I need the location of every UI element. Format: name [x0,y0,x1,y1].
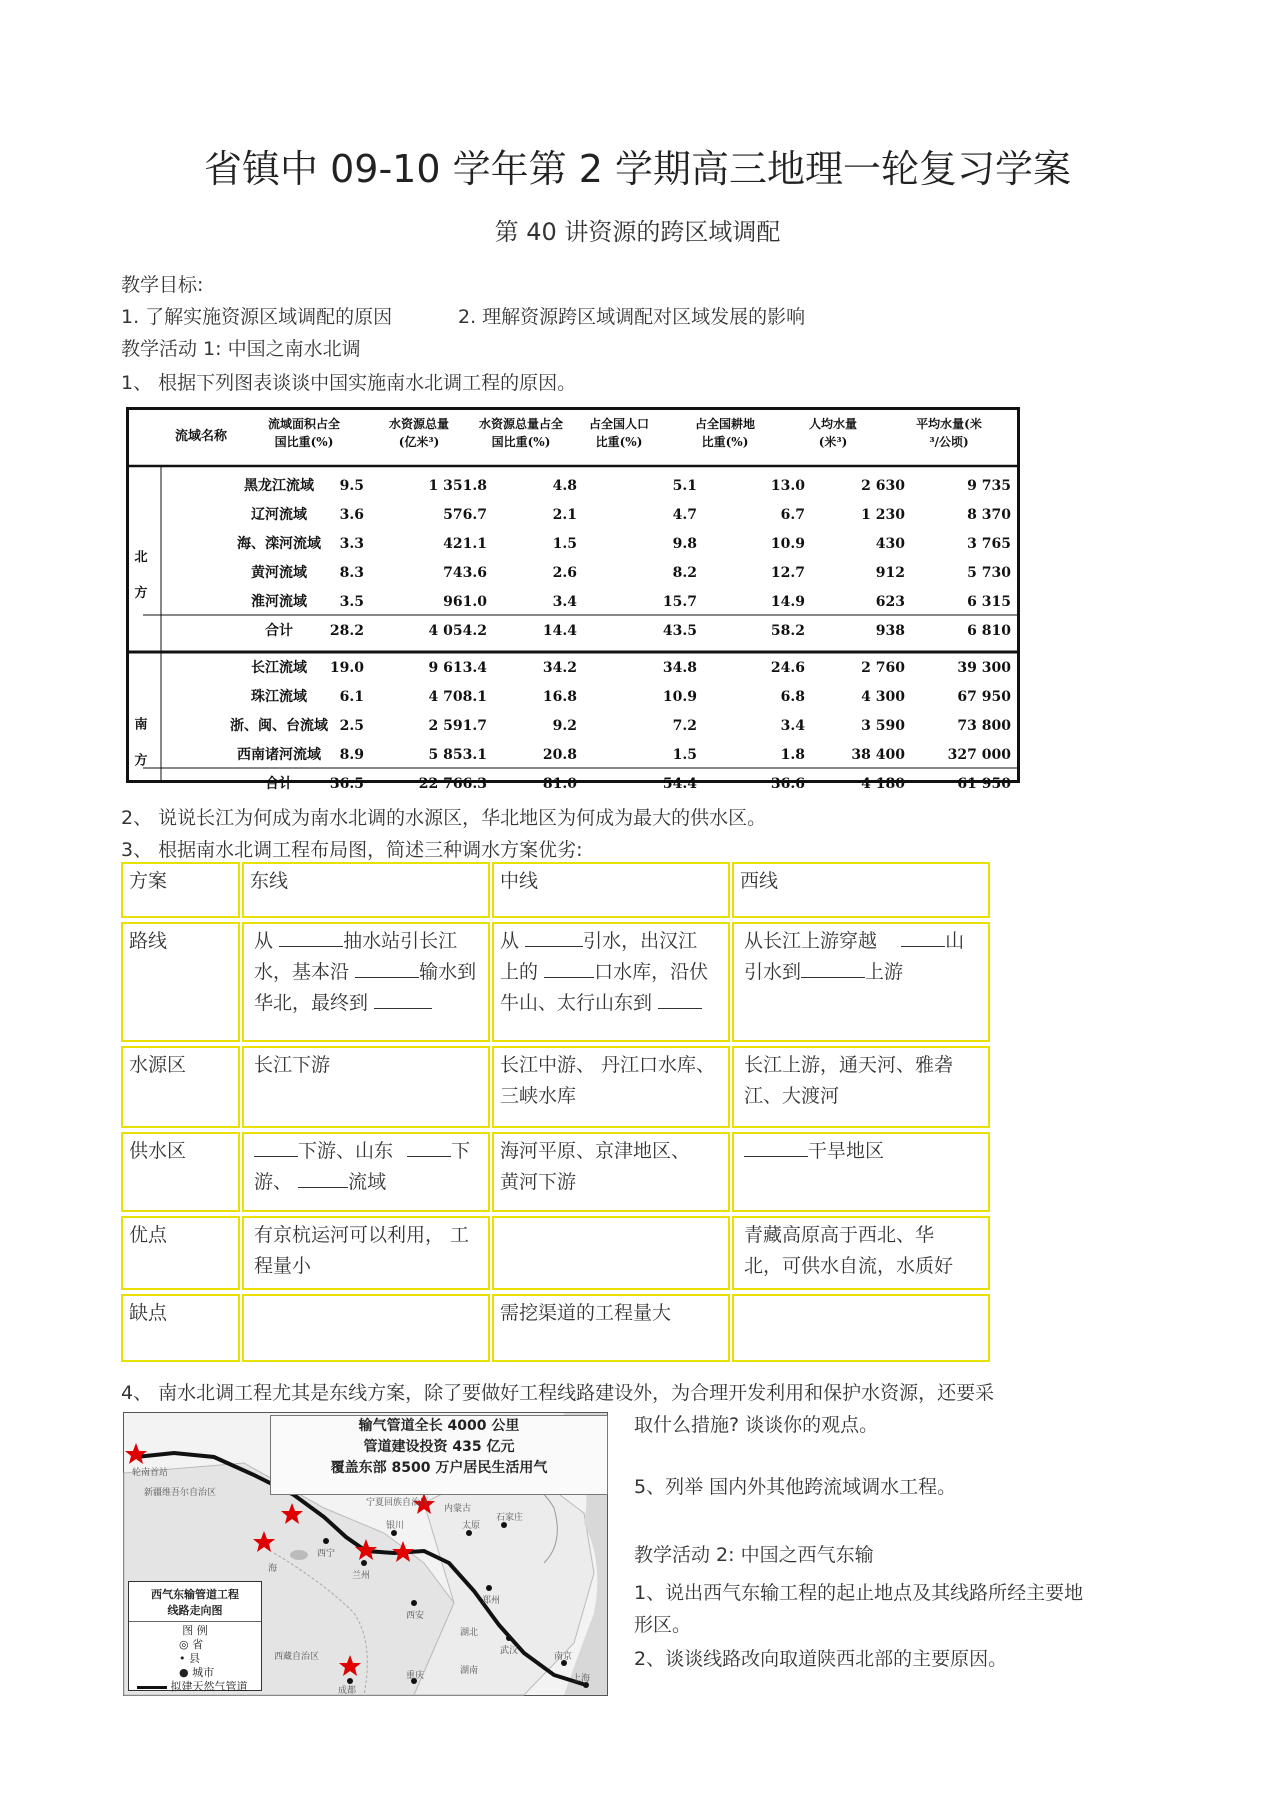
blank-field[interactable] [901,928,945,947]
row-label-merit: 优点 [121,1216,240,1290]
legend-item [179,1666,261,1680]
table-cell: 19.0 [329,660,364,676]
map-legend [128,1581,262,1691]
table-cell: 39 300 [957,660,1011,676]
route-middle-text: 从 [500,930,520,952]
table-cell: 9.8 [672,536,697,552]
map-label: 成都 [338,1686,357,1696]
supply-middle-text: 海河平原、京津地区、 [500,1140,691,1162]
merit-east [242,1216,490,1290]
route-east-text: 华北，最终到 [254,992,369,1014]
city-dot [323,1538,329,1544]
table-cell: 576.7 [443,507,487,523]
table-cell: 3.5 [339,594,364,610]
table-cell: 2.6 [552,565,577,581]
basin-name: 西南诸河流域 [237,747,321,763]
legend-title: 线路走向图 [167,1604,223,1617]
table-cell: 13.0 [770,478,805,494]
city-dot [486,1585,492,1591]
info-line: 覆盖东部 8500 万户居民生活用气 [330,1460,548,1476]
map-label: 石家庄 [496,1513,524,1523]
route-middle-text: 引水，出汉江 [583,930,698,952]
table-cell: 20.8 [542,747,577,763]
map-label: 内蒙古 [444,1504,472,1514]
table-cell: 8.9 [339,747,364,763]
legend-item [179,1652,261,1666]
table-cell: 12.7 [770,565,805,581]
table-cell: 3.4 [780,718,805,734]
table-header: 比重(%) [701,435,749,449]
table-cell: 5 853.1 [428,747,487,763]
route-middle-text: 牛山、太行山东到 [500,992,653,1014]
blank-field[interactable] [355,959,419,978]
header-east: 东线 [242,862,490,918]
legend-item-label: 城市 [192,1666,215,1679]
table-cell: 961.0 [443,594,487,610]
table-header: 水资源总量 [388,417,450,431]
map-label: 兰州 [352,1571,371,1581]
table-cell: 1.5 [552,536,577,552]
route-east-text: 输水到 [419,961,477,983]
table-cell: 1.8 [780,747,805,763]
activity-2-q1: 1、说出西气东输工程的起止地点及其线路所经主要地 [634,1582,1084,1604]
question-4: 4、 南水北调工程尤其是东线方案，除了要做好工程线路建设外，为合理开发利用和保护水资源，还要采 [121,1382,995,1404]
table-cell: 2 630 [861,478,905,494]
map-label: 西安 [406,1611,425,1621]
merit-west [732,1216,990,1290]
table-cell: 7.2 [672,718,697,734]
table-cell: 16.8 [542,689,577,705]
supply-east-text: 下 [451,1140,471,1162]
page-title: 省镇中 09-10 学年第 2 学期高三地理一轮复习学案 [204,147,1071,191]
supply-middle [492,1132,730,1212]
header-middle: 中线 [492,862,730,918]
map-label: 武汉 [500,1646,519,1656]
map-label: 湖北 [460,1628,479,1638]
basin-name: 海、滦河流域 [237,536,321,552]
table-cell: 54.4 [662,776,697,792]
activity-2-heading: 教学活动 2: 中国之西气东输 [634,1544,874,1566]
merit-west-text: 北，可供水自流，水质好 [744,1255,954,1277]
source-middle-text: 长江中游、 丹江口水库、 [500,1054,716,1076]
legend-item [129,1680,261,1694]
route-west-text: 山 [945,930,965,952]
basin-name: 黄河流域 [251,565,307,581]
pipeline-info-box [270,1415,608,1495]
table-cell: 10.9 [770,536,805,552]
city-dot [361,1560,367,1566]
blank-field[interactable] [525,928,583,947]
table-header: 比重(%) [595,435,643,449]
table-header: 国比重(%) [274,435,334,449]
table-cell: 22 766.3 [418,776,487,792]
blank-field[interactable] [801,959,865,978]
supply-east-text: 下游、山东 [298,1140,394,1162]
legend-item-label: 省 [192,1638,204,1651]
basin-name: 长江流域 [251,660,307,676]
table-cell: 2 760 [861,660,905,676]
table-header: ³/公顷) [929,435,969,449]
route-west-text: 上游 [865,961,904,983]
activity-2-q2: 2、谈谈线路改向取道陕西北部的主要原因。 [634,1648,1008,1670]
legend-item-label: 县 [189,1652,200,1665]
table-cell: 3 590 [861,718,905,734]
table-cell: 4.7 [672,507,697,523]
row-label-source: 水源区 [121,1046,240,1128]
blank-field[interactable] [544,959,594,978]
supply-east [242,1132,490,1212]
table-cell: 938 [875,623,905,639]
activity-2-q1-cont: 形区。 [634,1614,692,1636]
table-cell: 6.7 [780,507,805,523]
map-label: 湖南 [460,1666,479,1676]
question-3: 3、 根据南水北调工程布局图，简述三种调水方案优劣: [121,839,583,861]
table-cell: 67 950 [957,689,1011,705]
table-cell: 34.8 [662,660,697,676]
table-header: (米³) [818,435,848,449]
region-label: 南 [134,717,148,733]
city-dot [411,1600,417,1606]
table-cell: 9.2 [552,718,577,734]
goal-2: 2. 理解资源跨区域调配对区域发展的影响 [458,306,806,328]
region-label: 方 [134,586,148,601]
supply-middle-text: 黄河下游 [500,1171,577,1193]
table-cell: 61 950 [957,776,1011,792]
legend-symbol: ◎ [179,1638,193,1651]
row-label-supply: 供水区 [121,1132,240,1212]
map-label: 轮南首站 [132,1468,169,1478]
route-west-text: 从长江上游穿越 [744,930,878,952]
table-cell: 1 230 [861,507,905,523]
info-line: 输气管道全长 4000 公里 [358,1418,520,1434]
info-line: 管道建设投资 435 亿元 [363,1439,515,1455]
table-cell: 3.3 [339,536,364,552]
demerit-west [732,1294,990,1362]
basin-name: 合计 [265,776,293,792]
table-cell: 14.4 [542,623,577,639]
legend-title: 西气东输管道工程 [151,1588,239,1601]
goals-label: 教学目标: [121,274,204,296]
table-cell: 81.0 [542,776,577,792]
demerit-middle: 需挖渠道的工程量大 [492,1294,730,1362]
city-dot [506,1635,512,1641]
map-label: 新疆维吾尔自治区 [144,1488,217,1498]
supply-east-text: 游、 [254,1171,293,1193]
table-header: 人均水量 [808,417,858,431]
table-cell: 15.7 [662,594,697,610]
map-label: 银川 [386,1521,405,1531]
blank-field[interactable] [374,990,432,1009]
blank-field[interactable] [298,1169,348,1188]
table-cell: 6 315 [967,594,1011,610]
table-cell: 8.2 [672,565,697,581]
route-east [242,922,490,1042]
blank-field[interactable] [254,1138,298,1157]
table-cell: 36.6 [770,776,805,792]
table-header: 占全国人口 [588,417,650,431]
west-east-gas-pipeline-map [123,1412,608,1696]
table-cell: 4 180 [861,776,905,792]
table-header: 占全国耕地 [694,417,756,431]
route-west [732,922,990,1042]
table-cell: 4 054.2 [428,623,487,639]
table-cell: 58.2 [770,623,805,639]
route-east-text: 抽水站引长江 [343,930,458,952]
question-4-cont: 取什么措施? 谈谈你的观点。 [634,1414,879,1436]
table-cell: 743.6 [443,565,487,581]
qinghai-lake [290,1550,308,1560]
table-header: (亿米³) [398,435,440,449]
goal-1: 1. 了解实施资源区域调配的原因 [121,306,393,328]
row-label-route: 路线 [121,922,240,1042]
table-cell: 3.4 [552,594,577,610]
basin-name: 淮河流域 [251,594,307,610]
legend-item-label: 拟建天然气管道 [170,1680,248,1693]
table-cell: 5 730 [967,565,1011,581]
legend-header: 图 例 [129,1621,261,1638]
table-cell: 8 370 [967,507,1011,523]
map-label: 西宁 [317,1549,336,1559]
route-middle-text: 上的 [500,961,539,983]
supply-west-text: 干旱地区 [808,1140,885,1162]
map-label: 郑州 [482,1596,501,1606]
blank-field[interactable] [744,1138,808,1157]
table-cell: 4 300 [861,689,905,705]
table-cell: 28.2 [329,623,364,639]
water-resources-table [126,407,1020,792]
activity-1-heading: 教学活动 1: 中国之南水北调 [121,338,361,360]
header-scheme: 方案 [121,862,240,918]
map-label: 重庆 [406,1671,425,1681]
source-west [732,1046,990,1128]
source-east: 长江下游 [242,1046,490,1128]
blank-field[interactable] [407,1138,451,1157]
route-east-text: 水，基本沿 [254,961,350,983]
table-cell: 9 735 [967,478,1011,494]
table-cell: 4 708.1 [428,689,487,705]
region-label: 北 [134,550,148,565]
map-label: 南京 [554,1652,573,1662]
table-cell: 1.5 [672,747,697,763]
basin-name: 合计 [265,623,293,639]
map-label: 太原 [462,1521,481,1531]
table-cell: 2.5 [339,718,364,734]
table-cell: 34.2 [542,660,577,676]
table-cell: 9 613.4 [428,660,487,676]
table-header: 平均水量(米 [916,417,982,431]
table-cell: 623 [875,594,905,610]
table-header: 流域名称 [174,429,228,444]
route-middle-text: 口水库，沿伏 [594,961,709,983]
table-cell: 3.6 [339,507,364,523]
row-label-demerit: 缺点 [121,1294,240,1362]
table-cell: 912 [875,565,905,581]
blank-field[interactable] [658,990,702,1009]
table-cell: 6.8 [780,689,805,705]
merit-east-text: 程量小 [254,1255,312,1277]
table-cell: 3 765 [967,536,1011,552]
map-label: 宁夏回族自治区 [366,1498,430,1508]
supply-east-text: 流域 [348,1171,387,1193]
table-cell: 2.1 [552,507,577,523]
table-cell: 2 591.7 [428,718,487,734]
route-middle [492,922,730,1042]
table-cell: 430 [875,536,905,552]
supply-west [732,1132,990,1212]
source-west-text: 长江上游，通天河、雅砻 [744,1054,954,1076]
legend-symbol [137,1686,167,1689]
basin-name: 黑龙江流域 [244,478,314,494]
table-cell: 4.8 [552,478,577,494]
legend-symbol: • [179,1652,189,1665]
map-label: 西藏自治区 [274,1652,320,1662]
table-cell: 9.5 [339,478,364,494]
merit-middle [492,1216,730,1290]
lesson-subtitle: 第 40 讲资源的跨区域调配 [494,218,781,246]
map-label: 上海 [572,1674,591,1684]
table-cell: 8.3 [339,565,364,581]
table-header: 国比重(%) [491,435,551,449]
region-label: 方 [134,753,148,769]
table-cell: 6.1 [339,689,364,705]
table-cell: 1 351.8 [428,478,487,494]
table-cell: 327 000 [947,747,1011,763]
table-cell: 14.9 [770,594,805,610]
table-header: 流域面积占全 [267,417,341,431]
table-cell: 43.5 [662,623,697,639]
source-middle [492,1046,730,1128]
source-west-text: 江、大渡河 [744,1085,840,1107]
table-header: 水资源总量占全 [478,417,564,431]
header-west: 西线 [732,862,990,918]
map-label: 海 [268,1564,278,1574]
water-resources-table-svg [129,410,1017,792]
merit-west-text: 青藏高原高于西北、华 [744,1224,935,1246]
route-west-text: 引水到 [744,961,802,983]
question-2: 2、 说说长江为何成为南水北调的水源区，华北地区为何成为最大的供水区。 [121,807,767,829]
table-cell: 38 400 [851,747,905,763]
table-cell: 5.1 [672,478,697,494]
blank-field[interactable] [279,928,343,947]
merit-east-text: 有京杭运河可以利用， 工 [254,1224,470,1246]
route-east-text: 从 [254,930,274,952]
table-cell: 421.1 [443,536,487,552]
question-1: 1、 根据下列图表谈谈中国实施南水北调工程的原因。 [121,372,577,394]
gas-field-star [125,1443,147,1464]
basin-name: 浙、闽、台流域 [230,718,328,734]
table-cell: 6 810 [967,623,1011,639]
basin-name: 辽河流域 [251,507,307,523]
demerit-east [242,1294,490,1362]
question-5: 5、列举 国内外其他跨流域调水工程。 [634,1476,957,1498]
basin-name: 珠江流域 [251,689,307,705]
table-cell: 10.9 [662,689,697,705]
legend-item [179,1638,261,1652]
legend-symbol: ● [179,1666,193,1679]
table-cell: 36.5 [329,776,364,792]
source-middle-text: 三峡水库 [500,1085,577,1107]
table-cell: 24.6 [770,660,805,676]
table-cell: 73 800 [957,718,1011,734]
